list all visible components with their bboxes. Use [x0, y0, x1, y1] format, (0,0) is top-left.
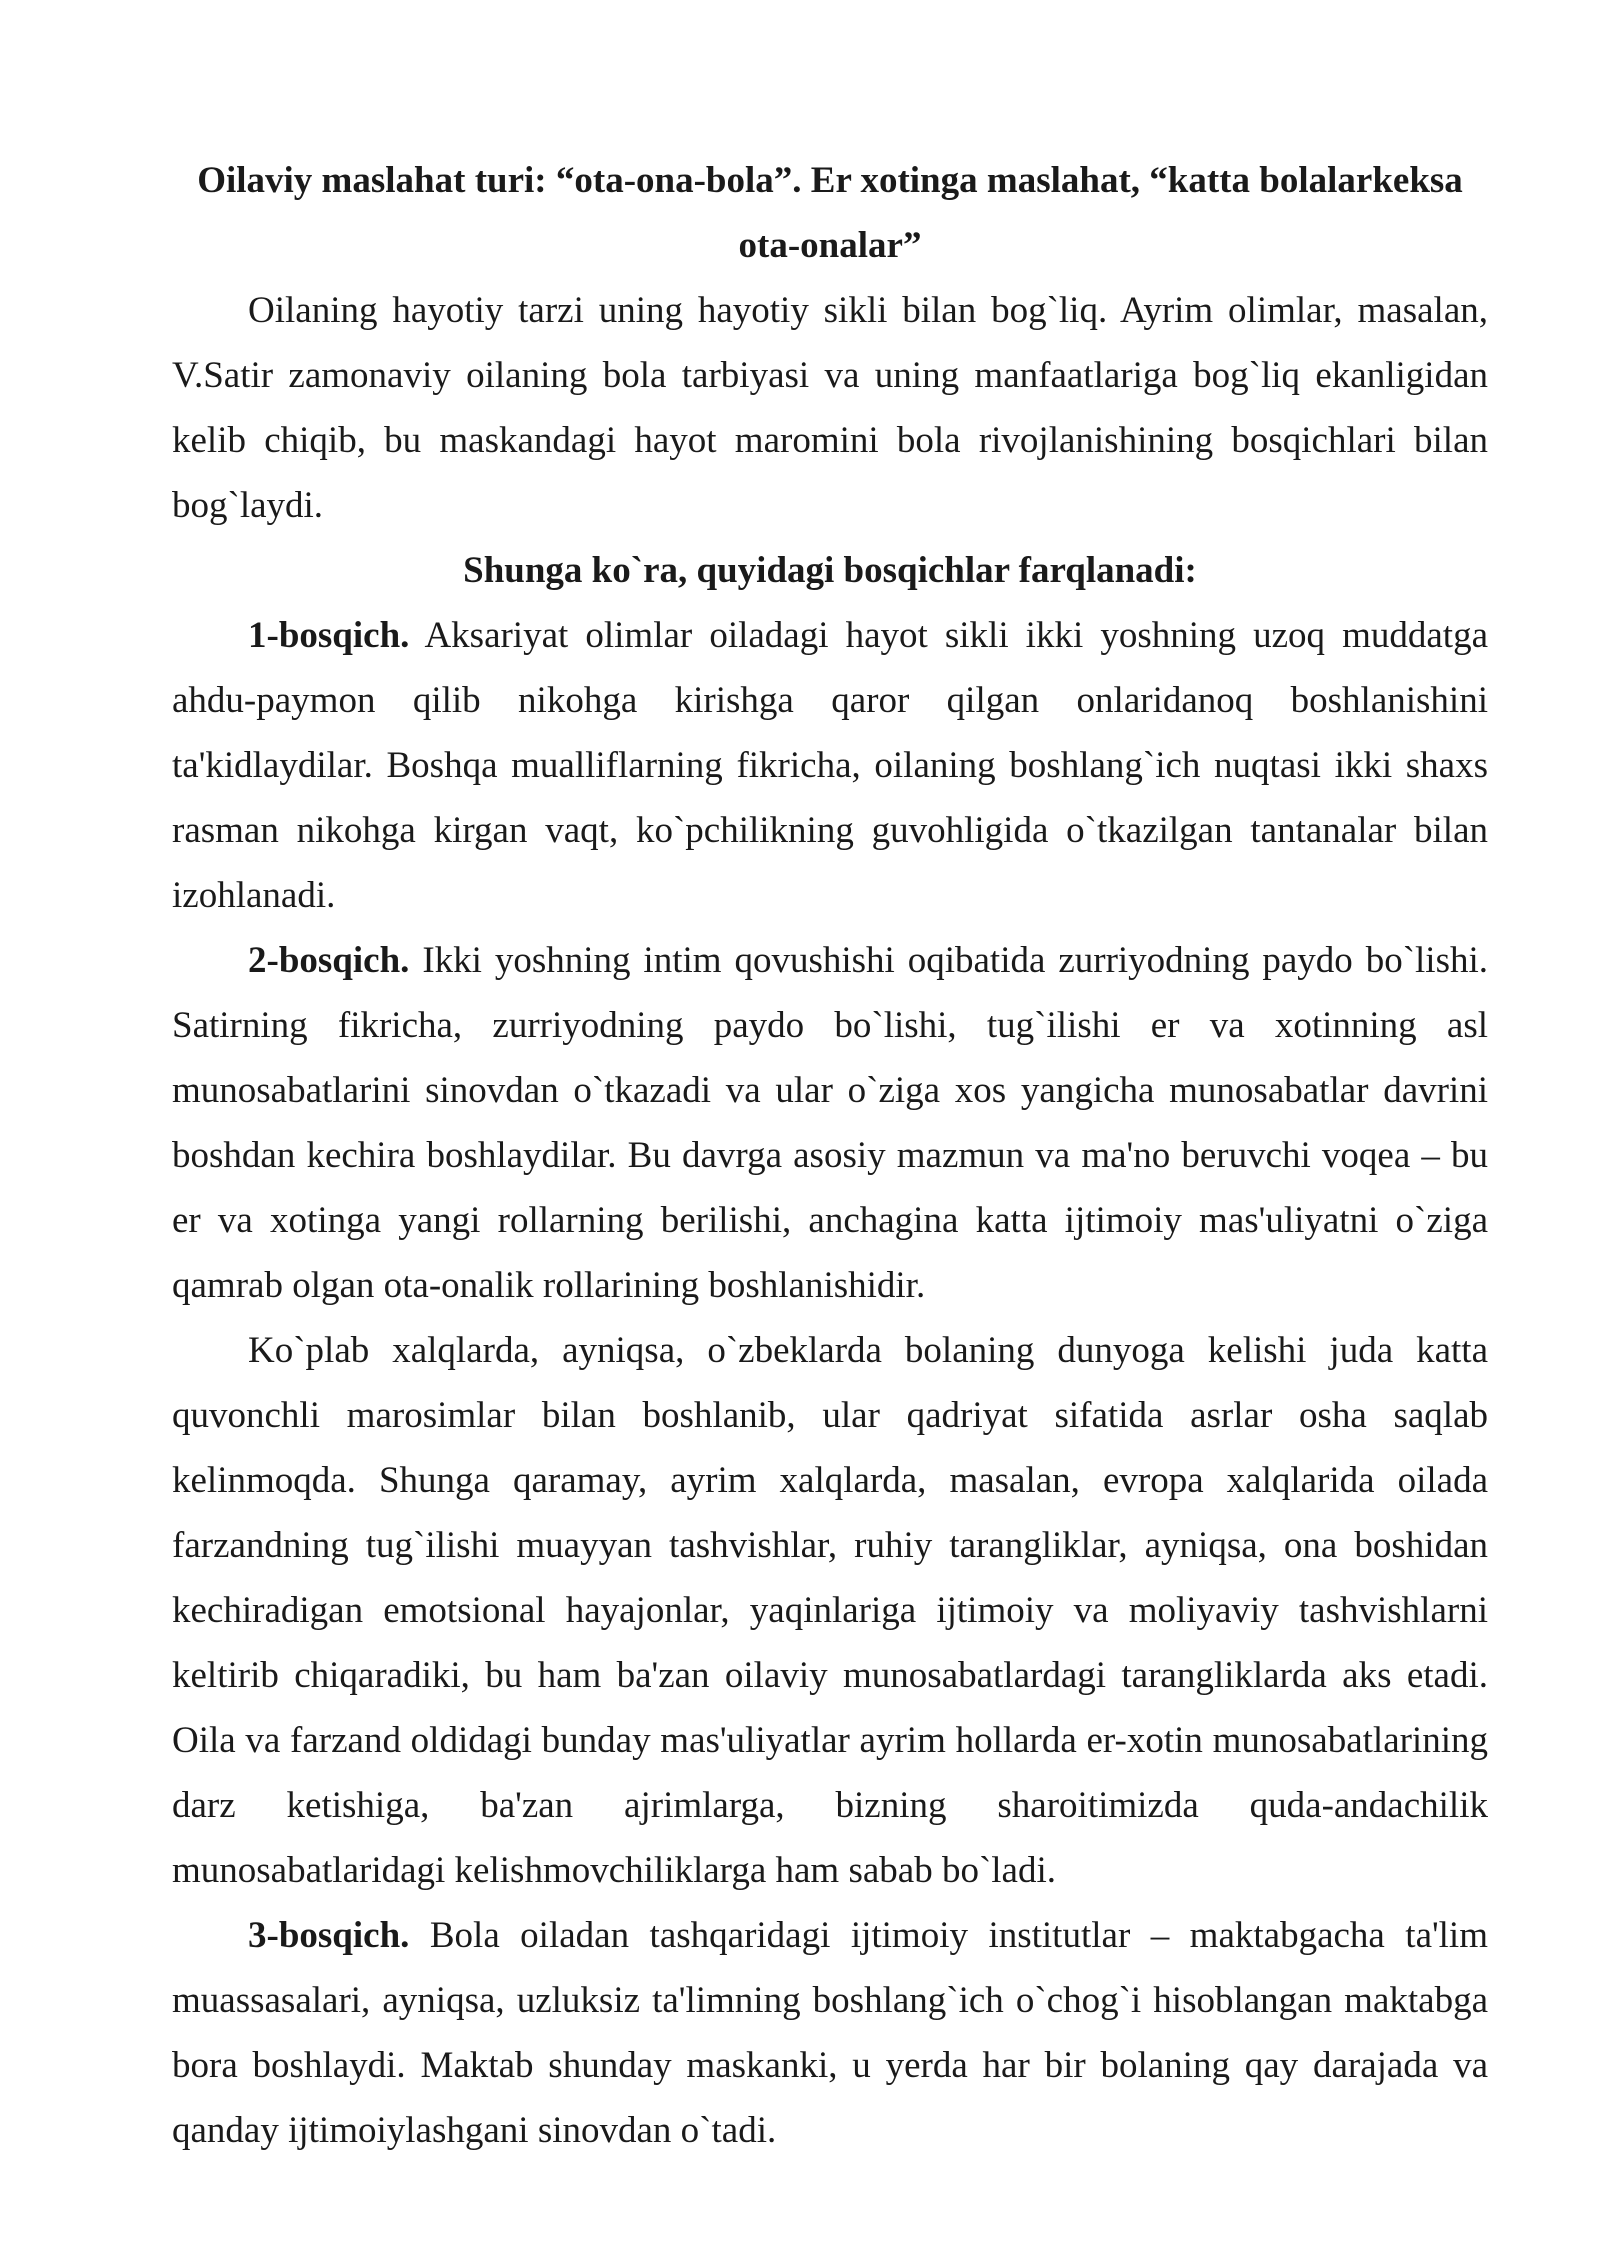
stage2-label: 2-bosqich. — [248, 940, 410, 981]
stage3-paragraph — [172, 1903, 1488, 2163]
stage3-label: 3-bosqich. — [248, 1915, 410, 1956]
stage1-label: 1-bosqich. — [248, 615, 410, 656]
stage2-paragraph — [172, 928, 1488, 1318]
stage1-text: Aksariyat olimlar oiladagi hayot sikli ikki yoshning uzoq muddatga ahdu-paymon qilib nikohga kirishga qaror qilgan onlaridanoq boshlanishini ta'kidlaydilar. Boshqa mualliflarning fikricha, oilaning boshlang`ich nuqtasi ikki shaxs rasman nikohga kirgan vaqt, ko`pchilikning guvohligida o`tkazilgan tantanalar bilan izohlanadi. — [172, 615, 1488, 916]
stage3-text: Bola oiladan tashqaridagi ijtimoiy institutlar – maktabgacha ta'lim muassasalari, ayniqsa, uzluksiz ta'limning boshlang`ich o`chog`i hisoblangan maktabga bora boshlaydi. Maktab shunday maskanki, u yerda har bir bolaning qay darajada va qanday ijtimoiylashgani sinovdan o`tadi. — [172, 1915, 1488, 2151]
document-title: Oilaviy maslahat turi: “ota-ona-bola”. Er xotinga maslahat, “katta bolalarkeksa ota-onalar” — [197, 160, 1463, 266]
document-page — [172, 148, 1488, 2163]
stage1-paragraph — [172, 603, 1488, 928]
uzbek-traditions-paragraph: Ko`plab xalqlarda, ayniqsa, o`zbeklarda bolaning dunyoga kelishi juda katta quvonchli marosimlar bilan boshlanib, ular qadriyat sifatida asrlar osha saqlab kelinmoqda. Shunga qaramay, ayrim xalqlarda, masalan, evropa xalqlarida oilada farzandning tug`ilishi muayyan tashvishlar, ruhiy tarangliklar, ayniqsa, ona boshidan kechiradigan emotsional hayajonlar, yaqinlariga ijtimoiy va moliyaviy tashvishlarni keltirib chiqaradiki, bu ham ba'zan oilaviy munosabatlardagi tarangliklarda aks etadi. Oila va farzand oldidagi bunday mas'uliyatlar ayrim hollarda er-xotin munosabatlarining darz ketishiga, ba'zan ajrimlarga, bizning sharoitimizda quda-andachilik munosabatlaridagi kelishmovchiliklarga ham sabab bo`ladi. — [172, 1330, 1488, 1891]
intro-paragraph: Oilaning hayotiy tarzi uning hayotiy sikli bilan bog`liq. Ayrim olimlar, masalan, V.Satir zamonaviy oilaning bola tarbiyasi va uning manfaatlariga bog`liq ekanligidan kelib chiqib, bu maskandagi hayot maromini bola rivojlanishining bosqichlari bilan bog`laydi. — [172, 290, 1488, 526]
stage2-text: Ikki yoshning intim qovushishi oqibatida zurriyodning paydo bo`lishi. Satirning fikricha, zurriyodning paydo bo`lishi, tug`ilishi er va xotinning asl munosabatlarini sinovdan o`tkazadi va ular o`ziga xos yangicha munosabatlar davrini boshdan kechira boshlaydilar. Bu davrga asosiy mazmun va ma'no beruvchi voqea – bu er va xotinga yangi rollarning berilishi, anchagina katta ijtimoiy mas'uliyatni o`ziga qamrab olgan ota-onalik rollarining boshlanishidir. — [172, 940, 1488, 1306]
stages-heading: Shunga ko`ra, quyidagi bosqichlar farqlanadi: — [463, 550, 1197, 591]
